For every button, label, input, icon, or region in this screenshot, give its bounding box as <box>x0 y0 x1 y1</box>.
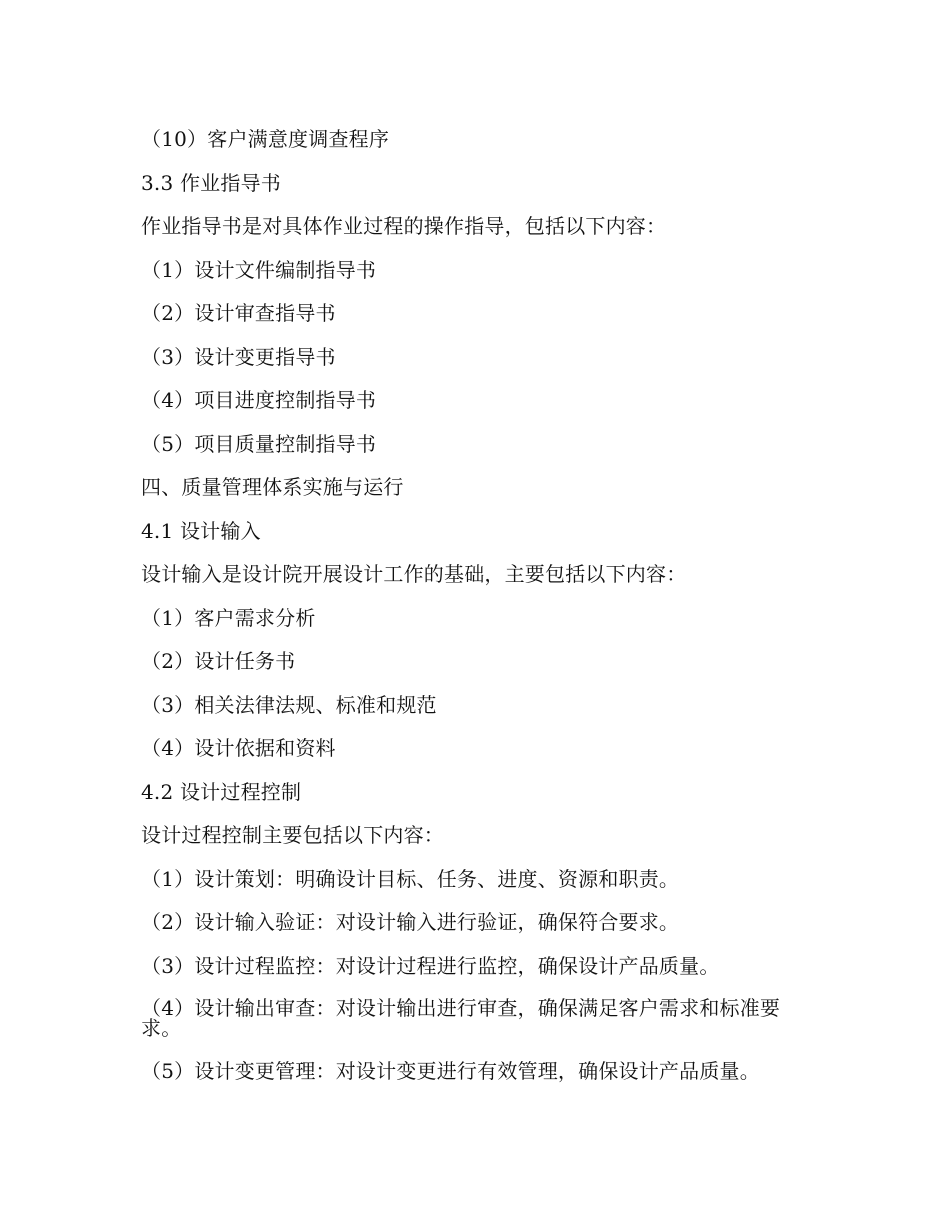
section-heading: 4.1 设计输入 <box>141 518 261 543</box>
paragraph: 设计输入是设计院开展设计工作的基础，主要包括以下内容： <box>141 562 687 586</box>
list-item: （4）项目进度控制指导书 <box>141 388 377 412</box>
list-item: （3）设计变更指导书 <box>141 344 336 369</box>
list-item: （2）设计审查指导书 <box>141 301 336 325</box>
list-item: （10）客户满意度调查程序 <box>141 127 390 151</box>
list-item: （2）设计任务书 <box>141 649 296 673</box>
list-item: （5）设计变更管理：对设计变更进行有效管理，确保设计产品质量。 <box>141 1058 760 1083</box>
document-body <box>141 128 811 1103</box>
list-item: （1）设计策划：明确设计目标、任务、进度、资源和职责。 <box>141 866 680 891</box>
list-item: （4）设计依据和资料 <box>141 736 336 760</box>
chapter-heading: 四、质量管理体系实施与运行 <box>141 475 404 499</box>
paragraph: 设计过程控制主要包括以下内容： <box>141 823 444 847</box>
list-item: （2）设计输入验证：对设计输入进行验证，确保符合要求。 <box>141 910 680 934</box>
section-heading: 3.3 作业指导书 <box>141 170 281 195</box>
paragraph: 作业指导书是对具体作业过程的操作指导，包括以下内容： <box>141 214 667 238</box>
list-item: （3）设计过程监控：对设计过程进行监控，确保设计产品质量。 <box>141 953 720 978</box>
section-heading: 4.2 设计过程控制 <box>141 779 302 804</box>
list-item: （1）设计文件编制指导书 <box>141 257 377 282</box>
list-item: （3）相关法律法规、标准和规范 <box>141 692 437 717</box>
list-item: （1）客户需求分析 <box>141 605 316 630</box>
list-item: （4）设计输出审查：对设计输出进行审查，确保满足客户需求和标准要求。 <box>141 996 781 1040</box>
list-item: （5）项目质量控制指导书 <box>141 431 377 456</box>
